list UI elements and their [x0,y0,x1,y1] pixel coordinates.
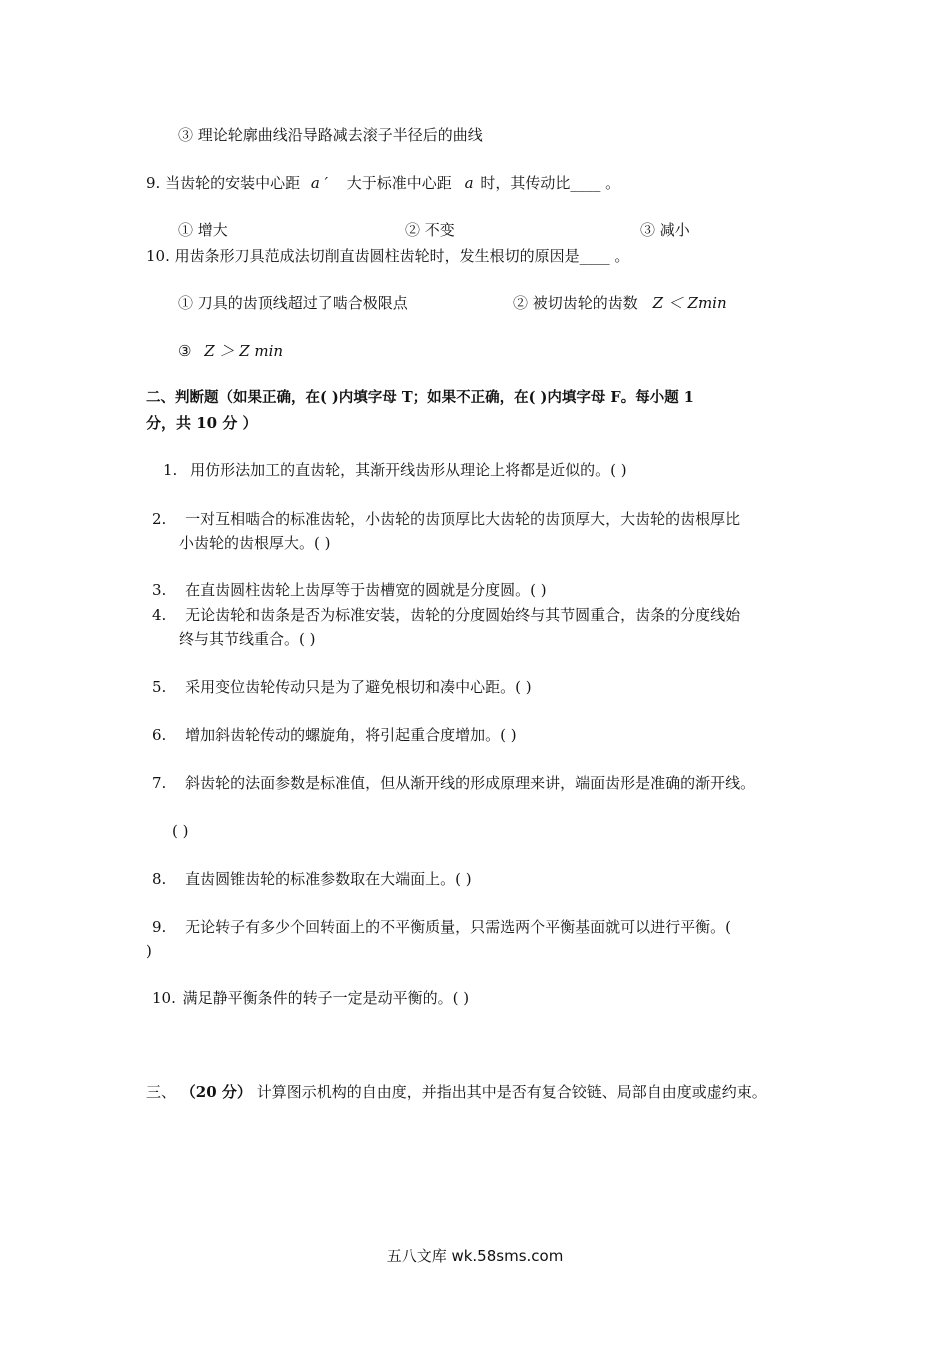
q9-symbol-a-prime: a ′ [310,174,328,192]
judgement-item-9-continued: ) [146,942,152,960]
q10-stem: 10. 用齿条形刀具范成法切削直齿圆柱齿轮时，发生根切的原因是____ 。 [146,247,630,265]
item-number: 5. [152,678,167,696]
item-number: 2. [152,510,167,528]
section3-text: 计算图示机构的自由度，并指出其中是否有复合铰链、局部自由度或虚约束。 [256,1083,767,1101]
item-number: 1. [163,461,178,479]
q9-option-1: ① 增大 [178,221,228,239]
q9-symbol-a: a [464,174,474,192]
item-text: 直齿圆锥齿轮的标准参数取在大端面上。( ) [185,870,472,888]
q9-option-3: ③ 减小 [640,221,690,239]
judgement-item-2 [152,509,740,529]
item-text: 用仿形法加工的直齿轮，其渐开线齿形从理论上将都是近似的。( ) [190,461,627,479]
q9-stem-b: 大于标准中心距 [346,174,452,192]
item-number: 10. [152,989,176,1007]
q10-option-2-text: ② 被切齿轮的齿数 [513,294,638,312]
q10-option-1: ① 刀具的齿顶线超过了啮合极限点 [178,294,408,312]
item-number: 3. [152,581,167,599]
q9-stem [146,173,620,193]
q9-option-2: ② 不变 [405,221,455,239]
judgement-item-7-continued: ( ) [172,822,189,840]
judgement-item-9 [152,917,731,937]
item-text: 一对互相啮合的标准齿轮，小齿轮的齿顶厚比大齿轮的齿顶厚大，大齿轮的齿根厚比 [185,510,741,528]
section2-heading-line1: 二、判断题（如果正确，在( )内填字母 T；如果不正确，在( )内填字母 F。每小题 1 [146,389,694,406]
section3-points: （20 分） [180,1083,252,1101]
item-text: 满足静平衡条件的转子一定是动平衡的。( ) [182,989,470,1007]
q10-option-3-num: ③ [178,342,192,360]
judgement-item-2-continued: 小齿轮的齿根厚大。( ) [179,534,331,552]
judgement-item-4 [152,605,740,625]
judgement-item-8 [152,869,472,889]
item-number: 7. [152,774,167,792]
q10-option-2 [513,293,727,313]
q9-stem-c: 时，其传动比____ 。 [480,174,621,192]
item-number: 6. [152,726,167,744]
item-text: 在直齿圆柱齿轮上齿厚等于齿槽宽的圆就是分度圆。( ) [185,581,547,599]
page-footer: 五八文库 wk.58sms.com [386,1247,564,1265]
section2-heading-line2: 分，共 10 分 ） [146,414,258,432]
item-text: 无论齿轮和齿条是否为标准安装，齿轮的分度圆始终与其节圆重合，齿条的分度线始 [185,606,741,624]
judgement-item-4-continued: 终与其节线重合。( ) [179,630,316,648]
q10-option-3-formula: Z ＞ Z min [204,342,284,360]
item-text: 采用变位齿轮传动只是为了避免根切和凑中心距。( ) [185,678,532,696]
item-number: 4. [152,606,167,624]
item-text: 无论转子有多少个回转面上的不平衡质量，只需选两个平衡基面就可以进行平衡。( [185,918,731,936]
section3-prefix: 三、 [146,1083,177,1101]
section3-heading [146,1082,767,1102]
item-text: 斜齿轮的法面参数是标准值，但从渐开线的形成原理来讲，端面齿形是准确的渐开线。 [185,774,756,792]
judgement-item-3 [152,580,547,600]
q9-stem-a: 9. 当齿轮的安装中心距 [146,174,301,192]
q10-option-3 [178,341,283,361]
judgement-item-7 [152,773,755,793]
judgement-item-5 [152,677,532,697]
item-number: 8. [152,870,167,888]
judgement-item-1 [163,460,627,480]
item-number: 9. [152,918,167,936]
judgement-item-10 [152,988,469,1008]
item-text: 增加斜齿轮传动的螺旋角，将引起重合度增加。( ) [185,726,517,744]
q8-option-3: ③ 理论轮廓曲线沿导路减去滚子半径后的曲线 [178,126,483,144]
q10-option-2-formula: Z ＜ Zmin [652,294,727,312]
judgement-item-6 [152,725,517,745]
